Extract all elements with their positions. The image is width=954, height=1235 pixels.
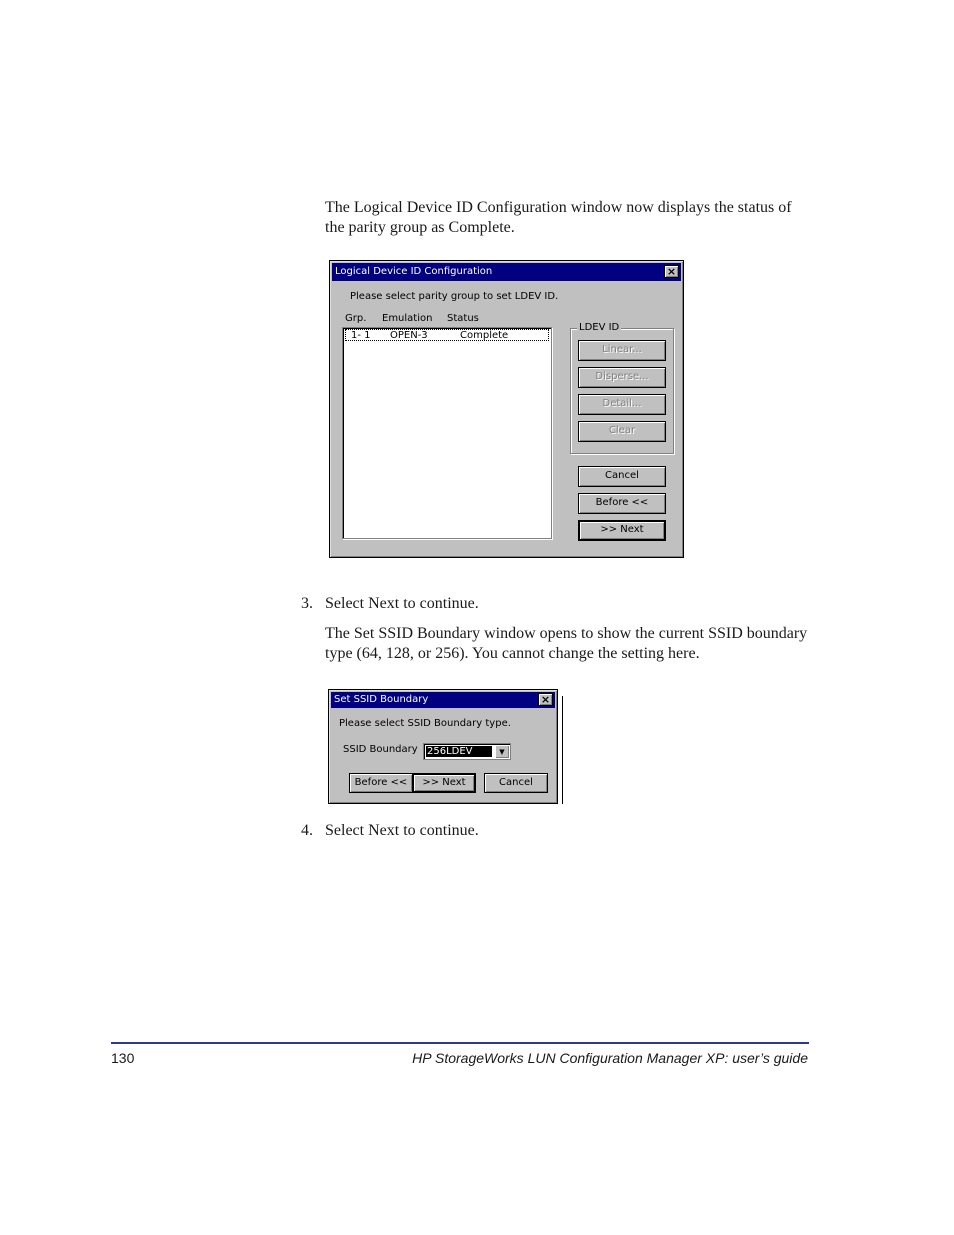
ldev-prompt: Please select parity group to set LDEV ID. [350,291,559,302]
row-emulation: OPEN-3 [390,330,428,341]
linear-button[interactable]: Linear... [578,340,666,361]
parity-group-list[interactable] [342,327,552,539]
ldev-id-group-label: LDEV ID [579,322,620,333]
step-4-text: Select Next to continue. [325,822,479,839]
list-item[interactable] [345,329,549,341]
ssid-before-button[interactable]: Before << [349,773,413,793]
detail-button[interactable]: Detail... [578,394,666,415]
row-grp: 1- 1 [351,330,371,341]
step-3-number: 3. [301,595,313,612]
ssid-next-button[interactable]: >> Next [412,773,476,793]
close-icon[interactable]: × [538,693,553,706]
column-header-status[interactable]: Status [447,313,479,324]
disperse-button[interactable]: Disperse... [578,367,666,388]
chevron-down-icon[interactable]: ▼ [495,745,509,758]
ssid-prompt: Please select SSID Boundary type. [339,718,511,729]
ssid-boundary-label: SSID Boundary [343,744,418,755]
step-3-text: Select Next to continue. [325,595,479,612]
ldev-dialog-title: Logical Device ID Configuration [335,266,493,277]
close-icon[interactable]: × [664,265,679,278]
next-button[interactable]: >> Next [578,520,666,541]
intro-paragraph: The Logical Device ID Configuration window now displays the status of the parity group as Complete. [325,199,792,236]
ssid-paragraph: The Set SSID Boundary window opens to show the current SSID boundary type (64, 128, or 256). You cannot change the setting here. [325,625,808,662]
clear-button[interactable]: Clear [578,421,666,442]
page-number: 130 [111,1050,135,1066]
ldev-config-dialog [329,260,684,558]
ssid-boundary-dialog [328,689,558,804]
ssid-boundary-value: 256LDEV [426,746,492,757]
step-4-number: 4. [301,822,313,839]
ssid-dialog-titlebar [331,692,555,708]
ssid-boundary-select[interactable] [423,743,511,760]
column-header-emulation[interactable]: Emulation [382,313,433,324]
cancel-button[interactable]: Cancel [578,466,666,487]
column-header-grp[interactable]: Grp. [345,313,367,324]
footer-rule [111,1042,809,1044]
before-button[interactable]: Before << [578,493,666,514]
ssid-dialog-title: Set SSID Boundary [334,694,429,705]
footer-doc-title: HP StorageWorks LUN Configuration Manager XP: user’s guide [412,1050,808,1066]
ssid-cancel-button[interactable]: Cancel [484,773,548,793]
ssid-dialog-edge-line [562,696,563,804]
row-status: Complete [460,330,509,341]
ldev-dialog-titlebar [332,263,681,281]
